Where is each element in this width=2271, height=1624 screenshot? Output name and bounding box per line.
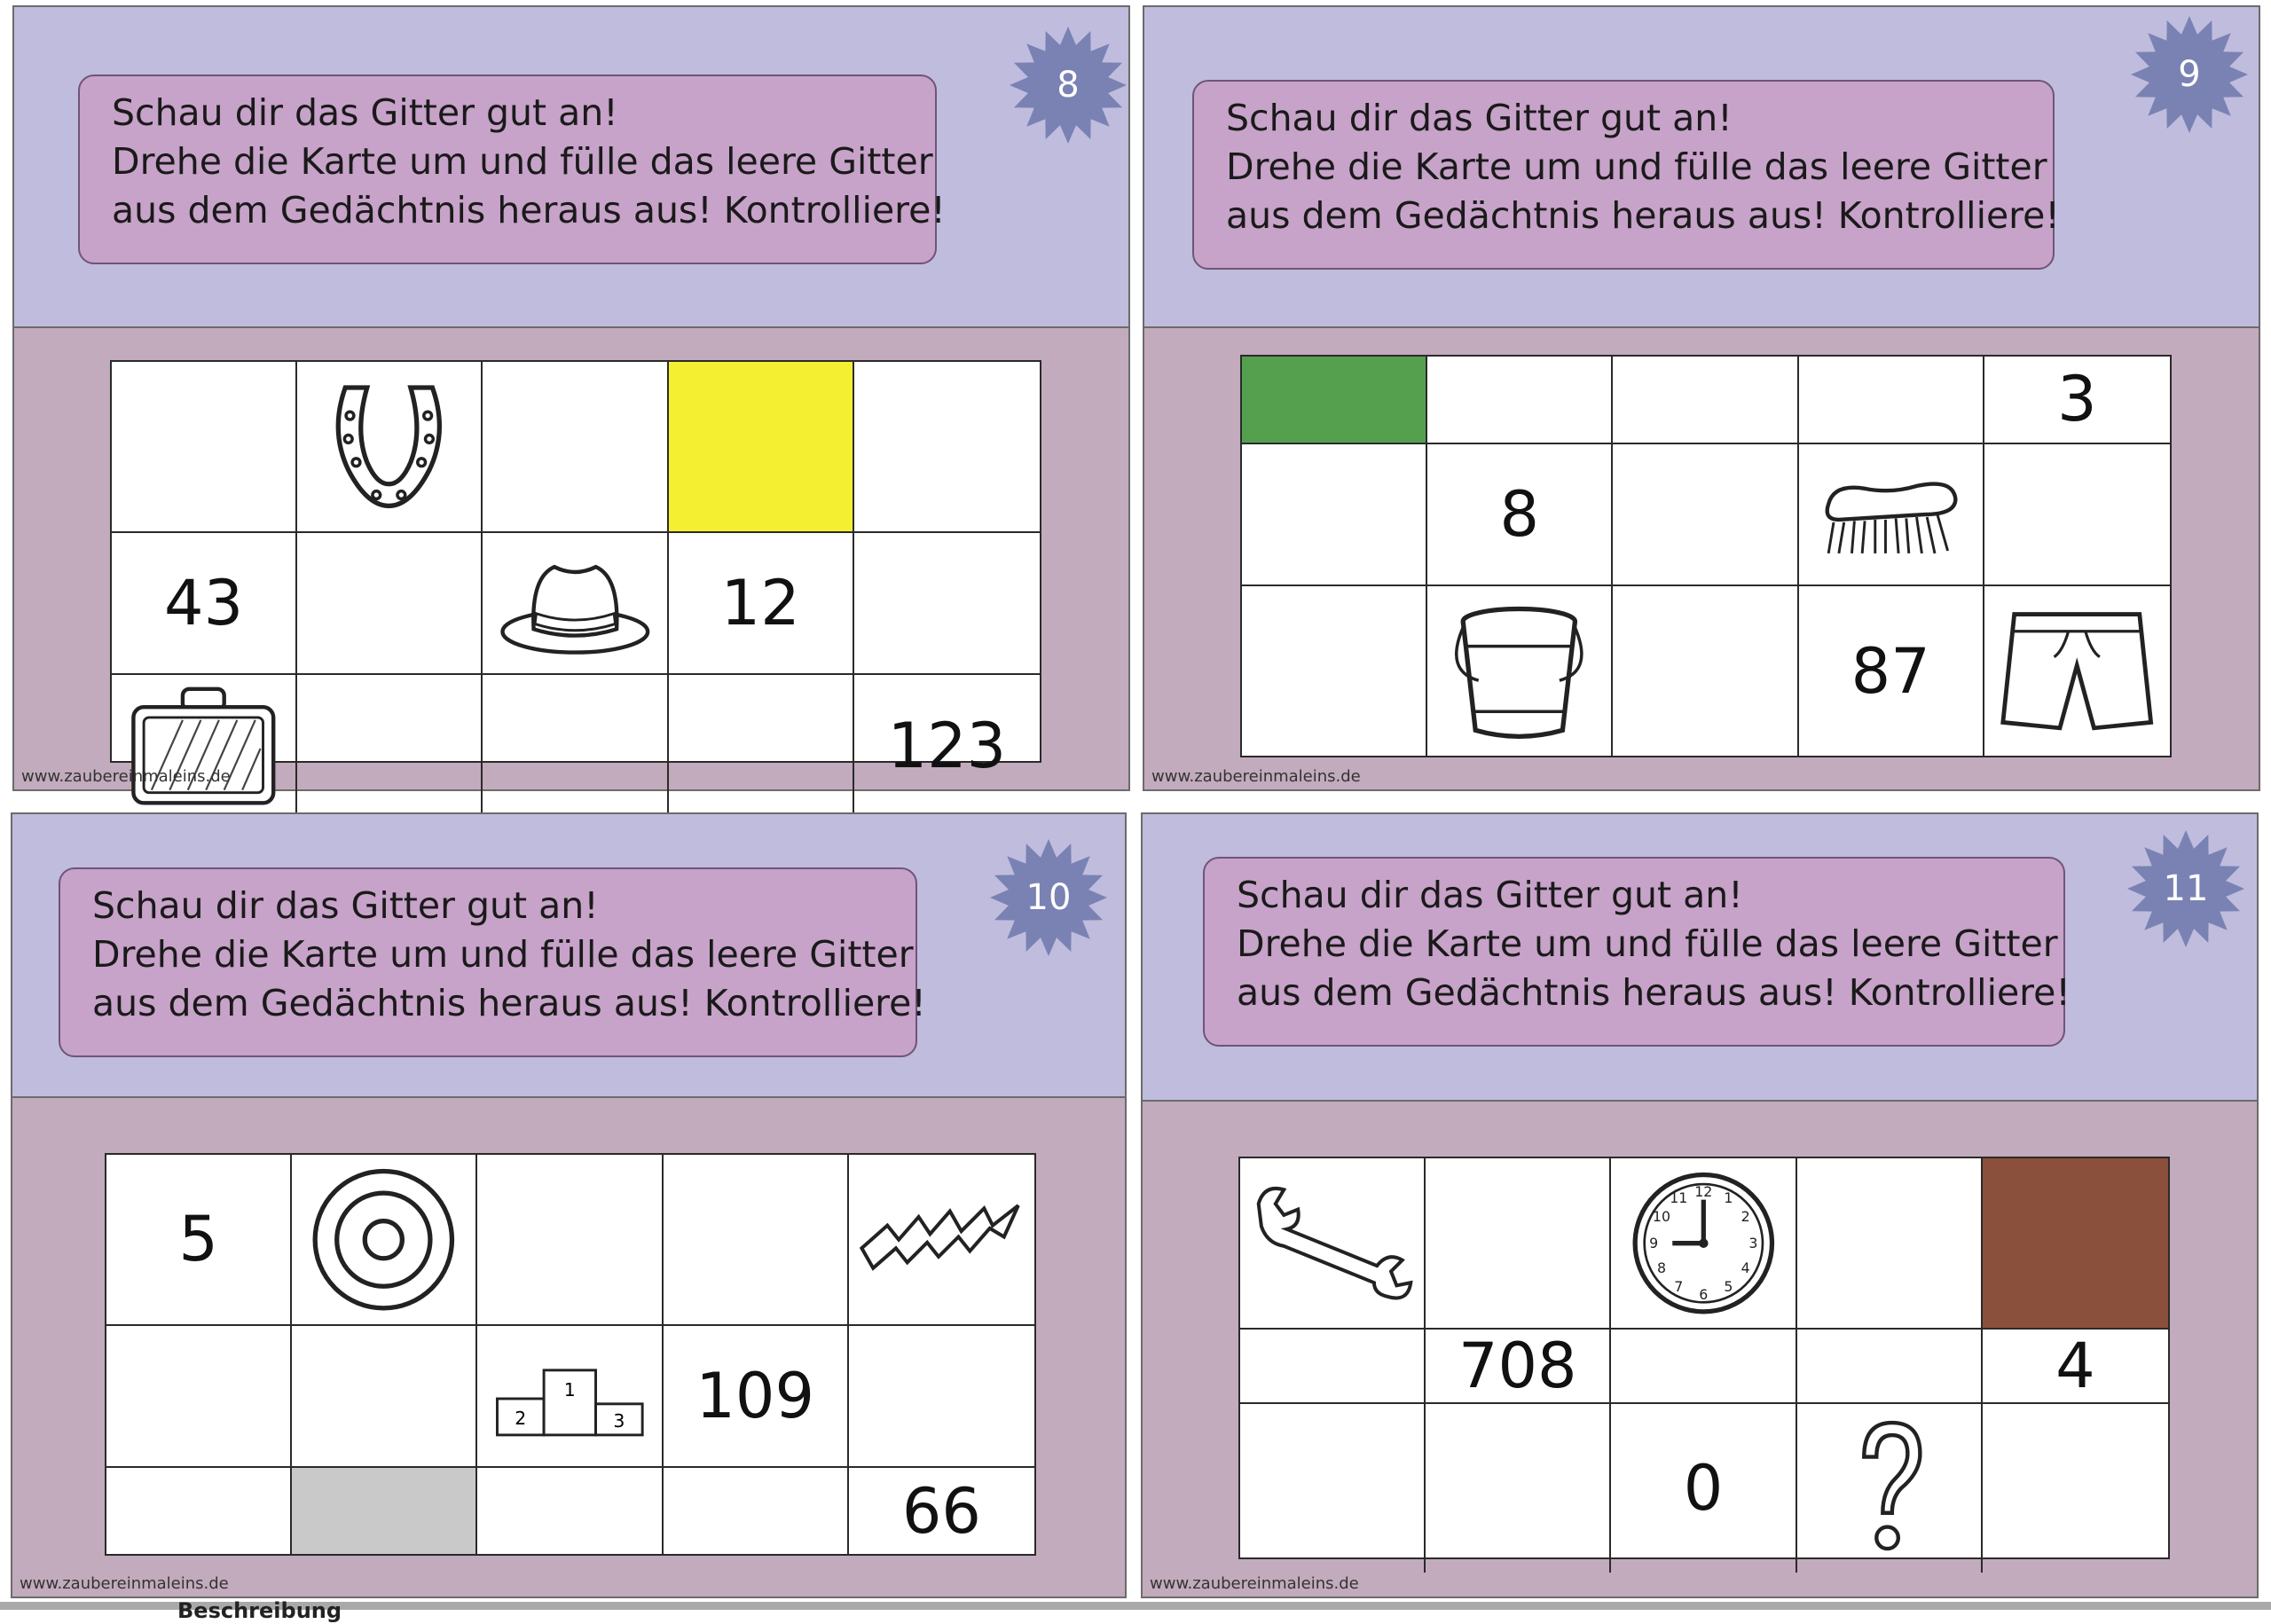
grid-cell-empty bbox=[849, 1326, 1034, 1469]
instruction-box bbox=[78, 75, 946, 264]
wrench-icon bbox=[1247, 1165, 1417, 1321]
grid-cell-empty bbox=[483, 362, 668, 533]
grid-cell-number: 12 bbox=[669, 533, 854, 676]
grid-cell-empty bbox=[483, 675, 668, 816]
grid-cell-empty bbox=[1240, 1330, 1426, 1404]
card-number: 10 bbox=[1025, 877, 1072, 918]
instruction-box bbox=[1203, 857, 2071, 1047]
grid-cell-empty bbox=[854, 362, 1040, 533]
card-number: 9 bbox=[2178, 54, 2201, 95]
brush-icon bbox=[1806, 450, 1976, 579]
instruction-line: Schau dir das Gitter gut an! bbox=[112, 91, 618, 134]
card-number-badge bbox=[1008, 25, 1128, 145]
suitcase-icon bbox=[119, 681, 288, 811]
grid-cell-brown bbox=[1983, 1158, 2168, 1330]
task-card-9 bbox=[1143, 5, 2260, 791]
grid-cell-empty bbox=[1427, 357, 1613, 444]
grid-cell-number: 5 bbox=[106, 1155, 292, 1326]
podium-icon bbox=[485, 1331, 655, 1461]
grid-cell-zigzag-icon bbox=[849, 1155, 1034, 1326]
task-card-11 bbox=[1141, 812, 2259, 1598]
grid-cell-empty bbox=[1613, 586, 1798, 756]
task-card-8 bbox=[12, 5, 1130, 791]
card-number: 11 bbox=[2163, 868, 2209, 909]
grid-cell-clock-icon bbox=[1611, 1158, 1796, 1330]
grid-cell-number: 8 bbox=[1427, 444, 1613, 587]
website-footer: www.zaubereinmaleins.de bbox=[1150, 1574, 1359, 1593]
svg-text:9: 9 bbox=[1648, 1234, 1658, 1251]
grid-cell-empty bbox=[106, 1326, 292, 1469]
grid-cell-target-icon bbox=[292, 1155, 477, 1326]
svg-text:6: 6 bbox=[1698, 1285, 1708, 1303]
grid-cell-empty bbox=[112, 362, 297, 533]
memory-grid bbox=[110, 360, 1041, 782]
card-number-badge bbox=[2129, 14, 2250, 135]
grid-cell-empty bbox=[1240, 1404, 1426, 1573]
grid-cell-number: 708 bbox=[1426, 1330, 1611, 1404]
question-mark-icon bbox=[1804, 1410, 1974, 1565]
grid-cell-number: 66 bbox=[901, 1474, 981, 1548]
svg-text:2: 2 bbox=[514, 1408, 526, 1430]
instruction-line: aus dem Gedächtnis heraus aus! Kontrolliere! bbox=[92, 982, 926, 1024]
grid-cell-empty bbox=[106, 1468, 292, 1554]
grid-cell-empty bbox=[664, 1468, 849, 1554]
grid-cell-empty bbox=[854, 533, 1040, 676]
grid-cell-empty bbox=[1242, 444, 1427, 587]
grid-cell-grey bbox=[292, 1468, 477, 1554]
clock-icon bbox=[1619, 1165, 1788, 1321]
grid-cell-empty bbox=[297, 675, 483, 816]
instruction-line: Schau dir das Gitter gut an! bbox=[1237, 874, 1743, 916]
grid-cell-yellow bbox=[669, 362, 854, 533]
grid-cell-empty bbox=[1613, 357, 1798, 444]
instruction-line: Drehe die Karte um und fülle das leere Gitter bbox=[112, 140, 933, 183]
instruction-line: Schau dir das Gitter gut an! bbox=[92, 884, 599, 927]
svg-text:4: 4 bbox=[1741, 1259, 1750, 1276]
grid-cell-bucket-icon bbox=[1427, 586, 1613, 756]
grid-cell-number: 4 bbox=[1983, 1330, 2168, 1404]
grid-cell-number: 87 bbox=[1799, 586, 1984, 756]
svg-text:11: 11 bbox=[1669, 1189, 1687, 1206]
grid-cell-empty bbox=[1797, 1330, 1983, 1404]
svg-text:5: 5 bbox=[1724, 1277, 1733, 1295]
grid-cell-number: 109 bbox=[664, 1326, 849, 1469]
svg-text:8: 8 bbox=[1656, 1259, 1666, 1276]
card-number-badge bbox=[2126, 828, 2246, 949]
cut-off-heading: Beschreibung bbox=[177, 1598, 342, 1623]
grid-cell-green bbox=[1242, 357, 1427, 444]
grid-cell-empty bbox=[1797, 1158, 1983, 1330]
grid-cell-number: 43 bbox=[112, 533, 297, 676]
svg-text:1: 1 bbox=[563, 1379, 576, 1401]
instruction-line: Schau dir das Gitter gut an! bbox=[1226, 97, 1733, 139]
memory-grid bbox=[1240, 355, 2172, 757]
instruction-box bbox=[59, 867, 926, 1057]
grid-cell-number: 0 bbox=[1611, 1404, 1796, 1573]
grid-cell-empty bbox=[292, 1326, 477, 1469]
target-icon bbox=[299, 1162, 468, 1317]
instruction-line: aus dem Gedächtnis heraus aus! Kontrolliere! bbox=[1237, 971, 2071, 1014]
svg-text:7: 7 bbox=[1673, 1277, 1683, 1295]
memory-grid bbox=[1238, 1157, 2170, 1559]
memory-grid bbox=[105, 1153, 1036, 1556]
grid-cell-empty bbox=[477, 1155, 663, 1326]
grid-cell-brush-icon bbox=[1799, 444, 1984, 587]
grid-cell-empty bbox=[297, 533, 483, 676]
zigzag-icon bbox=[856, 1162, 1026, 1317]
svg-text:1: 1 bbox=[1724, 1189, 1733, 1206]
grid-cell-empty bbox=[669, 675, 854, 816]
grid-cell-empty bbox=[1984, 444, 2170, 587]
grid-cell-wrench-icon bbox=[1240, 1158, 1426, 1330]
grid-cell-horseshoe-icon bbox=[297, 362, 483, 533]
card-number-badge bbox=[988, 837, 1109, 958]
svg-text:12: 12 bbox=[1693, 1182, 1713, 1200]
grid-cell-number: 3 bbox=[1984, 357, 2170, 444]
grid-cell-empty bbox=[1242, 586, 1427, 756]
instruction-line: aus dem Gedächtnis heraus aus! Kontrolliere! bbox=[112, 189, 946, 231]
grid-cell-number: 123 bbox=[887, 709, 1007, 782]
svg-text:10: 10 bbox=[1652, 1207, 1670, 1225]
instruction-line: Drehe die Karte um und fülle das leere Gitter bbox=[1237, 922, 2058, 965]
grid-cell-empty bbox=[1426, 1404, 1611, 1573]
grid-cell-podium-icon bbox=[477, 1326, 663, 1469]
instruction-line: aus dem Gedächtnis heraus aus! Kontrolliere! bbox=[1226, 194, 2060, 237]
hat-icon bbox=[491, 538, 660, 668]
instruction-line: Drehe die Karte um und fülle das leere Gitter bbox=[92, 933, 914, 976]
website-footer: www.zaubereinmaleins.de bbox=[20, 1574, 229, 1593]
website-footer: www.zaubereinmaleins.de bbox=[1151, 767, 1361, 786]
grid-cell-empty bbox=[664, 1155, 849, 1326]
grid-cell-empty bbox=[1983, 1404, 2168, 1573]
svg-text:3: 3 bbox=[1748, 1234, 1758, 1251]
bucket-icon bbox=[1434, 593, 1604, 749]
instruction-line: Drehe die Karte um und fülle das leere Gitter bbox=[1226, 145, 2047, 188]
grid-cell-empty bbox=[1799, 357, 1984, 444]
grid-cell-empty bbox=[1426, 1158, 1611, 1330]
horseshoe-icon bbox=[304, 369, 474, 524]
svg-text:3: 3 bbox=[613, 1410, 625, 1432]
grid-cell-shorts-icon bbox=[1984, 586, 2170, 756]
shorts-icon bbox=[1992, 593, 2162, 749]
grid-cell-suitcase-icon bbox=[112, 675, 297, 816]
website-footer: www.zaubereinmaleins.de bbox=[21, 767, 231, 786]
grid-cell-empty bbox=[1613, 444, 1798, 587]
grid-cell-empty bbox=[477, 1468, 663, 1554]
grid-cell-hat-icon bbox=[483, 533, 668, 676]
grid-cell-empty bbox=[1611, 1330, 1796, 1404]
svg-text:2: 2 bbox=[1741, 1207, 1750, 1225]
instruction-box bbox=[1192, 80, 2060, 270]
grid-cell-question-mark-icon bbox=[1797, 1404, 1983, 1573]
task-card-10 bbox=[11, 812, 1127, 1598]
card-number: 8 bbox=[1057, 65, 1080, 106]
